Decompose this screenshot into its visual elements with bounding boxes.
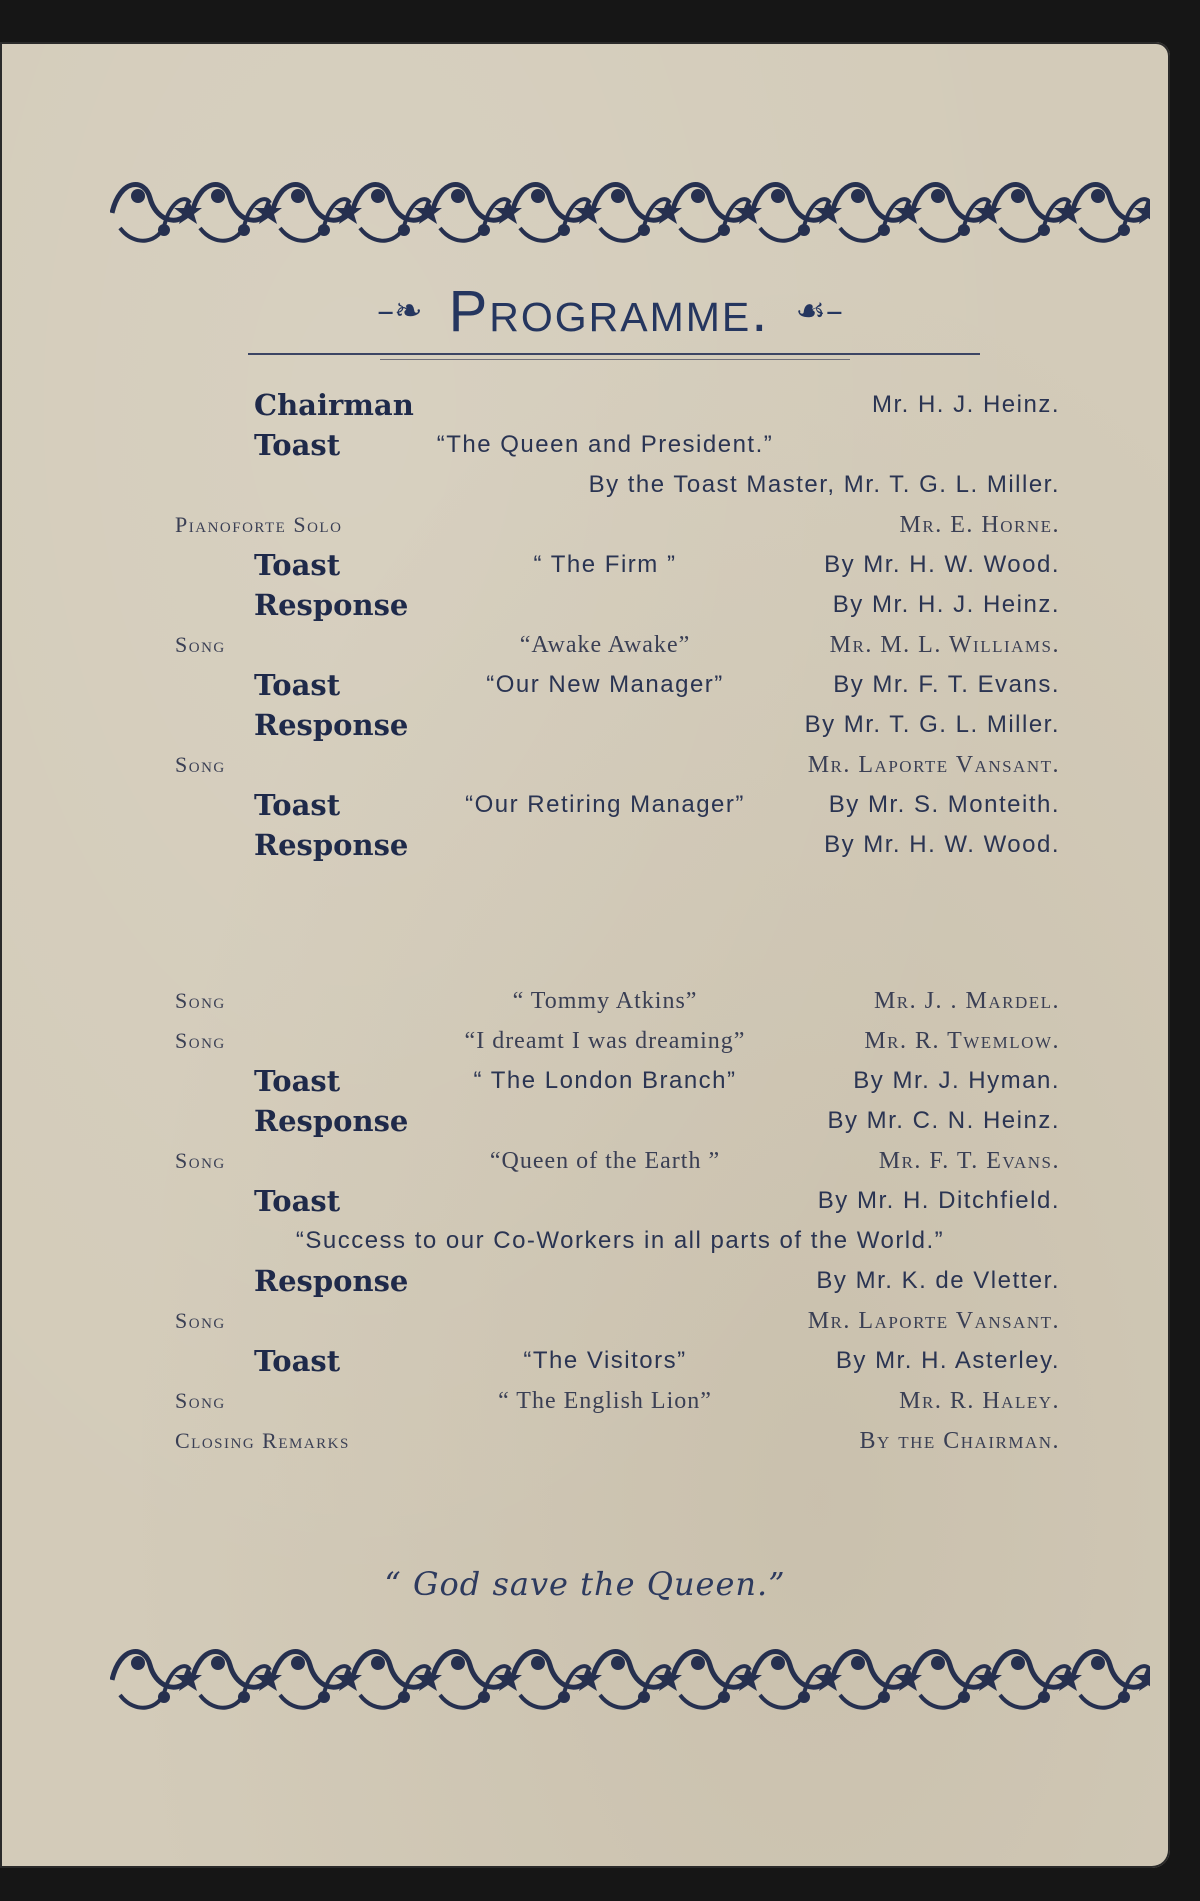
scroll-ornament-icon: [592, 184, 682, 240]
page-title: Programme.: [448, 278, 770, 344]
programme-item-performer: Mr. R. Haley.: [899, 1387, 1060, 1414]
scroll-ornament-icon: [512, 1651, 602, 1707]
programme-item-type: Pianoforte Solo: [175, 512, 343, 537]
programme-item-type: Song: [175, 1388, 226, 1413]
scroll-ornament-icon: [912, 184, 1002, 240]
programme-item-title: “The Queen and President.”: [436, 431, 774, 458]
programme-item-title: “Awake Awake”: [519, 631, 691, 658]
title-rule: [248, 353, 980, 355]
programme-item-type: Toast: [254, 788, 341, 822]
scroll-ornament-icon: [112, 184, 202, 240]
programme-item-type: Response: [254, 828, 409, 862]
right-flourish-icon: ☙–: [795, 291, 843, 331]
scroll-ornament-icon: [112, 1651, 202, 1707]
programme-item-type: Song: [175, 752, 226, 777]
bottom-ornamental-border: [110, 1635, 1150, 1725]
programme-row: [170, 785, 1070, 825]
programme-row: [170, 465, 1070, 505]
programme-item-type: Response: [254, 1104, 409, 1138]
scroll-ornament-icon: [272, 184, 362, 240]
programme-item-performer: By Mr. H. Ditchfield.: [817, 1187, 1060, 1214]
scroll-ornament-icon: [912, 1651, 1002, 1707]
programme-item-type: Song: [175, 988, 226, 1013]
programme-item-title: “I dreamt I was dreaming”: [464, 1027, 746, 1054]
programme-item-performer: Mr. M. L. Williams.: [829, 631, 1060, 658]
scroll-ornament-icon: [672, 1651, 762, 1707]
programme-item-title: “Queen of the Earth ”: [489, 1147, 721, 1174]
programme-item-type: Response: [254, 1264, 409, 1298]
programme-row: [170, 705, 1070, 745]
programme-item-performer: Mr. Laporte Vansant.: [807, 751, 1060, 778]
programme-row: [170, 1301, 1070, 1341]
programme-row: [170, 1141, 1070, 1181]
programme-item-type: Response: [254, 708, 409, 742]
scroll-ornament-icon: [752, 1651, 842, 1707]
programme-row: [170, 665, 1070, 705]
left-flourish-icon: –❧: [377, 291, 423, 331]
programme-item-type: Song: [175, 1028, 226, 1053]
programme-row: [170, 385, 1070, 425]
scroll-ornament-icon: [1072, 184, 1150, 240]
programme-item-title: “Our Retiring Manager”: [465, 791, 745, 818]
programme-item-title: “ The London Branch”: [473, 1067, 737, 1094]
scroll-ornament-icon: [192, 1651, 282, 1707]
programme-row: [170, 1381, 1070, 1421]
programme-row: [170, 625, 1070, 665]
programme-item-performer: By Mr. S. Monteith.: [828, 791, 1060, 818]
programme-row: [170, 1061, 1070, 1101]
programme-row: [170, 505, 1070, 545]
top-ornamental-border: [110, 168, 1150, 258]
scroll-ornament-icon: [672, 184, 762, 240]
programme-item-type: Toast: [254, 668, 341, 702]
programme-item-performer: Mr. R. Twemlow.: [864, 1027, 1060, 1054]
programme-row: [170, 1341, 1070, 1381]
programme-item-title: “Our New Manager”: [486, 671, 724, 698]
closing-line: “ God save the Queen.”: [384, 1565, 786, 1603]
scroll-ornament-icon: [992, 184, 1082, 240]
programme-item-performer: By the Chairman.: [859, 1427, 1060, 1454]
programme-row: [170, 825, 1070, 865]
programme-row: [170, 1101, 1070, 1141]
programme-item-performer: Mr. J. . Mardel.: [873, 987, 1060, 1014]
scroll-ornament-icon: [512, 184, 602, 240]
programme-item-title: “ The Firm ”: [533, 551, 677, 578]
programme-item-type: Toast: [254, 428, 341, 462]
programme-item-type: Toast: [254, 1184, 341, 1218]
programme-item-type: Chairman: [254, 388, 414, 422]
programme-item-title: “ Tommy Atkins”: [512, 987, 698, 1014]
scroll-ornament-icon: [192, 184, 282, 240]
programme-row: [170, 1261, 1070, 1301]
programme-item-performer: Mr. E. Horne.: [899, 511, 1060, 538]
programme-item-performer: Mr. Laporte Vansant.: [807, 1307, 1060, 1334]
programme-item-type: Closing Remarks: [175, 1428, 350, 1453]
programme-item-title: “The Visitors”: [523, 1347, 687, 1374]
programme-item-performer: By Mr. T. G. L. Miller.: [804, 711, 1060, 738]
scroll-ornament-icon: [592, 1651, 682, 1707]
programme-item-type: Toast: [254, 548, 341, 582]
scroll-ornament-icon: [832, 1651, 922, 1707]
programme-item-performer: By Mr. H. W. Wood.: [824, 831, 1060, 858]
programme-item-performer: By Mr. H. Asterley.: [835, 1347, 1060, 1374]
scroll-ornament-icon: [992, 1651, 1082, 1707]
programme-item-performer: Mr. F. T. Evans.: [878, 1147, 1060, 1174]
programme-item-type: Song: [175, 1148, 226, 1173]
programme-item-performer: By Mr. H. W. Wood.: [824, 551, 1060, 578]
programme-row: [170, 425, 1070, 465]
programme-item-performer: By Mr. J. Hyman.: [853, 1067, 1060, 1094]
scroll-ornament-icon: [352, 1651, 442, 1707]
programme-row: [170, 585, 1070, 625]
programme-item-performer: By Mr. K. de Vletter.: [816, 1267, 1060, 1294]
programme-item-type: Song: [175, 632, 226, 657]
programme-item-type: Song: [175, 1308, 226, 1333]
scroll-ornament-icon: [432, 184, 522, 240]
programme-list: [170, 385, 1070, 1461]
scroll-ornament-icon: [272, 1651, 362, 1707]
programme-toast-title: “Success to our Co-Workers in all parts of the World.”: [295, 1227, 945, 1254]
programme-item-type: Toast: [254, 1344, 341, 1378]
scroll-ornament-icon: [352, 184, 442, 240]
programme-item-performer: By Mr. H. J. Heinz.: [832, 591, 1060, 618]
programme-row: [170, 545, 1070, 585]
scroll-ornament-icon: [1072, 1651, 1150, 1707]
programme-item-title: “ The English Lion”: [498, 1387, 712, 1414]
programme-item-performer: By Mr. F. T. Evans.: [833, 671, 1060, 698]
programme-row: [170, 1421, 1070, 1461]
programme-item-type: Response: [254, 588, 409, 622]
scroll-ornament-icon: [752, 184, 842, 240]
programme-row: [170, 1221, 1070, 1261]
programme-item-type: Toast: [254, 1064, 341, 1098]
programme-item-performer: By the Toast Master, Mr. T. G. L. Miller.: [588, 471, 1060, 498]
title-row: [240, 276, 980, 346]
title-rule-thin: [380, 359, 850, 360]
scroll-ornament-icon: [432, 1651, 522, 1707]
programme-item-performer: By Mr. C. N. Heinz.: [827, 1107, 1060, 1134]
scroll-ornament-icon: [832, 184, 922, 240]
programme-row: [170, 981, 1070, 1021]
programme-row: [170, 745, 1070, 785]
programme-row: [170, 1181, 1070, 1221]
programme-item-performer: Mr. H. J. Heinz.: [871, 391, 1060, 418]
programme-row: [170, 1021, 1070, 1061]
